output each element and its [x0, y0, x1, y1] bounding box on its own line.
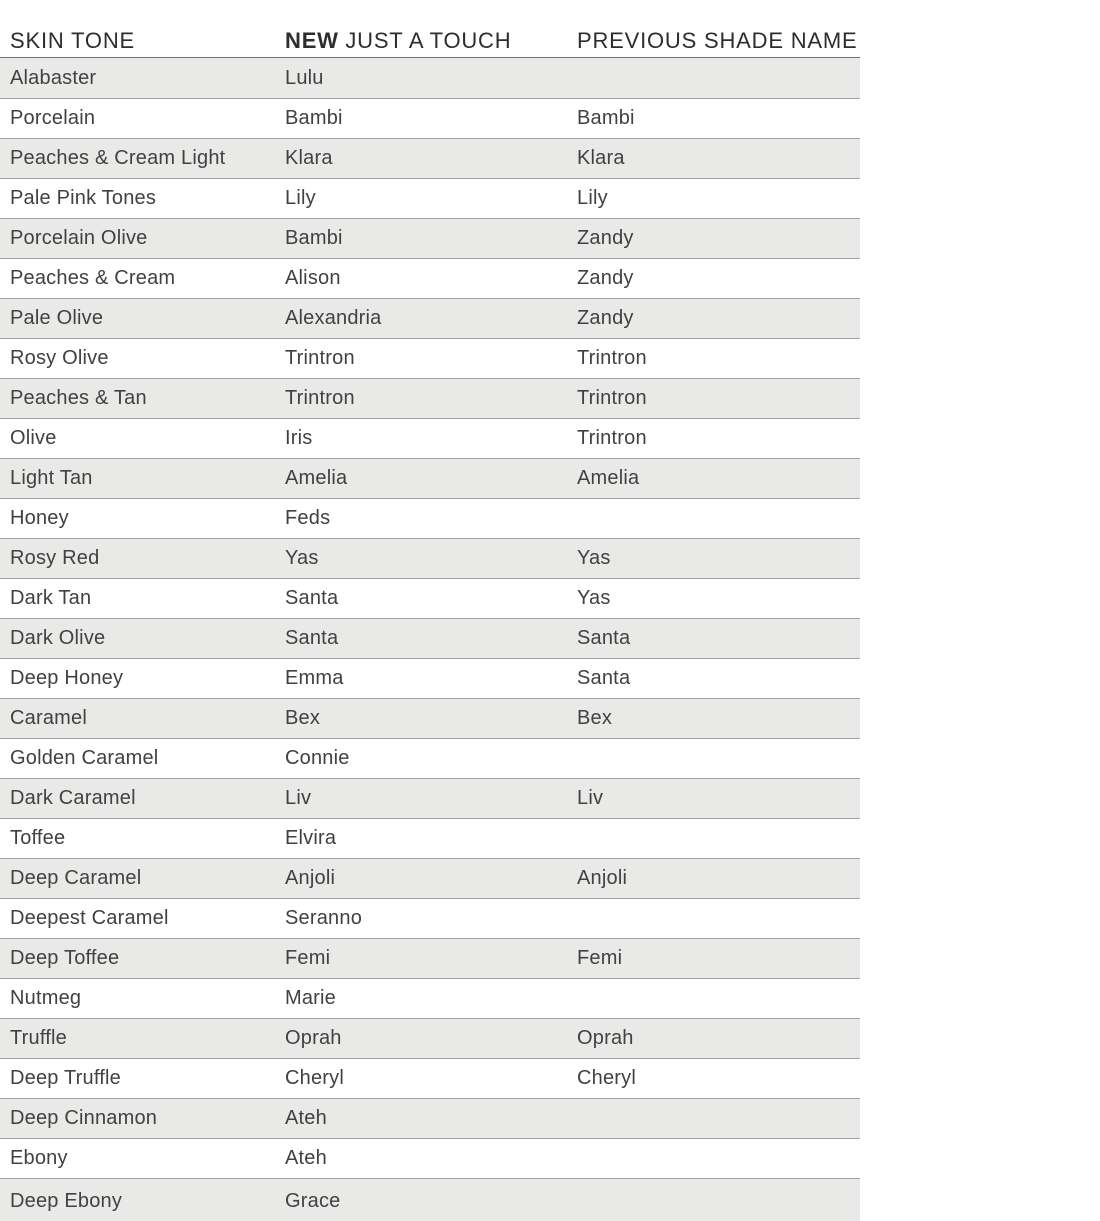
- skin-tone-cell: Deep Truffle: [10, 1067, 121, 1089]
- skin-tone-cell: Golden Caramel: [10, 747, 159, 769]
- previous-name-cell: Oprah: [577, 1027, 634, 1049]
- skin-tone-cell: Toffee: [10, 827, 66, 849]
- skin-tone-cell: Deep Cinnamon: [10, 1107, 158, 1129]
- skin-tone-cell: Deep Honey: [10, 667, 124, 689]
- skin-tone-cell: Honey: [10, 507, 69, 529]
- new-name-cell: Seranno: [285, 907, 363, 929]
- skin-tone-cell: Pale Olive: [10, 307, 104, 329]
- table-row: [0, 818, 860, 858]
- skin-tone-cell: Dark Tan: [10, 587, 92, 609]
- table-row: [0, 258, 860, 298]
- table-row: [0, 178, 860, 218]
- table-row: [0, 698, 860, 738]
- table-row: [0, 98, 860, 138]
- previous-name-cell: Zandy: [577, 267, 634, 289]
- skin-tone-cell: Caramel: [10, 707, 87, 729]
- new-name-cell: Lily: [285, 187, 316, 209]
- table-header-row: [0, 0, 860, 58]
- table-row: [0, 298, 860, 338]
- previous-name-cell: Santa: [577, 627, 631, 649]
- previous-name-cell: Lily: [577, 187, 608, 209]
- new-name-cell: Femi: [285, 947, 331, 969]
- skin-tone-cell: Dark Caramel: [10, 787, 136, 809]
- skin-tone-cell: Dark Olive: [10, 627, 106, 649]
- new-name-cell: Bambi: [285, 227, 343, 249]
- new-name-cell: Santa: [285, 587, 339, 609]
- new-name-cell: Amelia: [285, 467, 348, 489]
- table-row: [0, 898, 860, 938]
- previous-name-cell: Trintron: [577, 427, 647, 449]
- previous-name-cell: Klara: [577, 147, 625, 169]
- skin-tone-cell: Light Tan: [10, 467, 93, 489]
- skin-tone-cell: Nutmeg: [10, 987, 82, 1009]
- previous-name-cell: Zandy: [577, 307, 634, 329]
- skin-tone-cell: Deep Caramel: [10, 867, 142, 889]
- previous-name-cell: Bambi: [577, 107, 635, 129]
- table-row: [0, 578, 860, 618]
- new-name-cell: Lulu: [285, 66, 324, 89]
- previous-name-cell: Trintron: [577, 347, 647, 369]
- new-name-cell: Iris: [285, 427, 313, 449]
- previous-name-cell: Bex: [577, 707, 613, 729]
- skin-tone-cell: Porcelain: [10, 107, 96, 129]
- skin-tone-cell: Alabaster: [10, 66, 97, 89]
- skin-tone-cell: Peaches & Cream: [10, 267, 176, 289]
- new-name-cell: Trintron: [285, 387, 355, 409]
- previous-name-cell: Yas: [577, 547, 611, 569]
- previous-name-cell: Anjoli: [577, 867, 628, 889]
- table-row: [0, 58, 860, 98]
- new-name-cell: Liv: [285, 787, 312, 809]
- table-row: [0, 1058, 860, 1098]
- new-name-cell: Ateh: [285, 1147, 327, 1169]
- new-name-cell: Marie: [285, 987, 337, 1009]
- table-row: [0, 1178, 860, 1221]
- new-name-cell: Yas: [285, 547, 319, 569]
- table-row: [0, 378, 860, 418]
- new-name-cell: Grace: [285, 1189, 341, 1212]
- table-body: [0, 58, 860, 1221]
- new-name-cell: Emma: [285, 667, 344, 689]
- table-row: [0, 458, 860, 498]
- previous-name-cell: Liv: [577, 787, 604, 809]
- table-row: [0, 1098, 860, 1138]
- new-name-cell: Feds: [285, 507, 331, 529]
- new-name-cell: Connie: [285, 747, 350, 769]
- previous-name-cell: Amelia: [577, 467, 640, 489]
- skin-tone-cell: Deepest Caramel: [10, 907, 169, 929]
- just-a-touch-label: JUST A TOUCH: [345, 28, 512, 53]
- skin-tone-cell: Pale Pink Tones: [10, 187, 157, 209]
- table-row: [0, 418, 860, 458]
- new-name-cell: Alison: [285, 267, 341, 289]
- table-row: [0, 938, 860, 978]
- skin-tone-cell: Rosy Red: [10, 547, 100, 569]
- new-name-cell: Oprah: [285, 1027, 342, 1049]
- previous-name-cell: Yas: [577, 587, 611, 609]
- skin-tone-cell: Porcelain Olive: [10, 227, 148, 249]
- previous-name-cell: Cheryl: [577, 1067, 636, 1089]
- new-name-cell: Trintron: [285, 347, 355, 369]
- skin-tone-cell: Truffle: [10, 1027, 67, 1049]
- new-name-cell: Bex: [285, 707, 321, 729]
- previous-name-cell: Femi: [577, 947, 623, 969]
- table-row: [0, 538, 860, 578]
- new-name-cell: Anjoli: [285, 867, 336, 889]
- skin-tone-cell: Ebony: [10, 1147, 68, 1169]
- previous-name-cell: Santa: [577, 667, 631, 689]
- table-row: [0, 498, 860, 538]
- skin-tone-cell: Olive: [10, 427, 57, 449]
- column-header-previous-shade-name: PREVIOUS SHADE NAME: [577, 28, 858, 53]
- column-header-new-just-a-touch: [285, 28, 577, 54]
- new-name-cell: Klara: [285, 147, 333, 169]
- table-row: [0, 338, 860, 378]
- new-name-cell: Santa: [285, 627, 339, 649]
- previous-name-cell: Trintron: [577, 387, 647, 409]
- new-name-cell: Bambi: [285, 107, 343, 129]
- table-row: [0, 658, 860, 698]
- skin-tone-cell: Rosy Olive: [10, 347, 109, 369]
- table-row: [0, 778, 860, 818]
- new-label: NEW: [285, 28, 339, 53]
- table-row: [0, 1018, 860, 1058]
- table-row: [0, 858, 860, 898]
- skin-tone-cell: Peaches & Tan: [10, 387, 147, 409]
- new-name-cell: Ateh: [285, 1107, 327, 1129]
- table-row: [0, 1138, 860, 1178]
- skin-tone-cell: Peaches & Cream Light: [10, 147, 226, 169]
- previous-name-cell: Zandy: [577, 227, 634, 249]
- table-row: [0, 978, 860, 1018]
- table-row: [0, 738, 860, 778]
- column-header-skin-tone: SKIN TONE: [10, 28, 135, 53]
- table-row: [0, 138, 860, 178]
- new-name-cell: Cheryl: [285, 1067, 344, 1089]
- new-name-cell: Alexandria: [285, 307, 382, 329]
- skin-tone-cell: Deep Ebony: [10, 1189, 123, 1212]
- new-name-cell: Elvira: [285, 827, 337, 849]
- table-row: [0, 218, 860, 258]
- skin-tone-cell: Deep Toffee: [10, 947, 120, 969]
- table-row: [0, 618, 860, 658]
